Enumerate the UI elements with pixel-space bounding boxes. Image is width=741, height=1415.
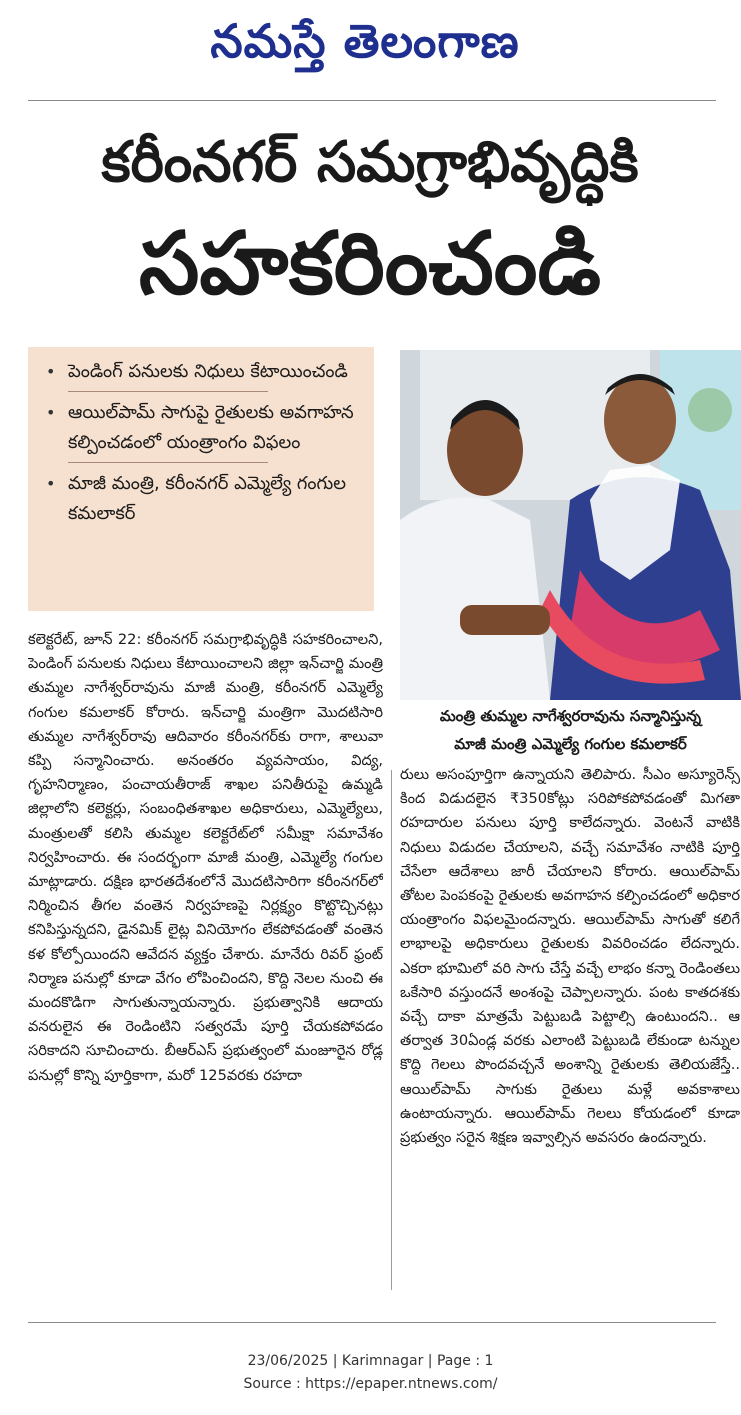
article-body-right: రులు అసంపూర్తిగా ఉన్నాయని తెలిపారు. సీఎం అస్యూరెన్స్ కింద విడుదలైన ₹350కోట్లు సరిపోకపోవడంతో మిగతా రహదారుల పనులు పూర్తి కాలేదన్నారు. వెంటనే వాటికి నిధులు విడుదల చేయాలని, వచ్చే సమావేశం నాటికి పూర్తి చేసేలా ఆదేశాలు జారీ చేయాలని కోరారు. ఆయిల్‌పామ్ తోటల పెంపకంపై రైతులకు అవగాహన కల్పించడంలో అధికార యంత్రాంగం విఫలమైందన్నారు. ఆయిల్‌పామ్ సాగుతో కలిగే లాభాలపై అధికారులు రైతులకు వివరించడం లేదన్నారు. ఎకరా భూమిలో వరి సాగు చేస్తే వచ్చే లాభం కన్నా రెండింతలు ఒకేసారి వస్తుందనే అంశంపై చెప్పాలన్నారు. పంట కాతదశకు వచ్చే దాకా మాత్రమే పెట్టుబడి పెట్టాల్సి ఉంటుందని.. ఆ తర్వాత 30ఏండ్ల వరకు ఎలాంటి పెట్టుబడి లేకుండా టన్నుల కొద్ది గెలలు పొందవచ్చనే అంశాన్ని రైతులకు తెలియజేస్తే.. ఆయిల్‌పామ్ సాగుకు రైతులు మళ్లే అవకాశాలు ఉంటాయన్నారు. ఆయిల్‌పామ్ గెలలు కోయడంలో కూడా ప్రభుత్వం సరైన శిక్షణ ఇవ్వాల్సిన అవసరం ఉందన్నారు. bbox=[400, 766, 740, 1147]
photo-caption-line-2: మాజీ మంత్రి ఎమ్మెల్యే గంగుల కమలాకర్ bbox=[454, 735, 687, 753]
footer-date-edition: 23/06/2025 | Karimnagar | Page : 1 bbox=[247, 1353, 494, 1369]
highlights-box bbox=[28, 347, 374, 611]
highlight-item bbox=[46, 357, 364, 387]
bullet-icon: • bbox=[46, 403, 56, 422]
photo-caption bbox=[400, 702, 741, 762]
article-body-left: కలెక్టరేట్, జూన్ 22: కరీంనగర్ సమగ్రాభివృద్ధికి సహకరించాలని, పెండింగ్ పనులకు నిధులు కేటాయించాలని జిల్లా ఇన్‌చార్జి మంత్రి తుమ్మల నాగేశ్వర్‌రావును మాజీ మంత్రి, కరీంనగర్ ఎమ్మెల్యే గంగుల కమలాకర్ కోరారు. ఇన్‌చార్జి మంత్రిగా మొదటిసారి తుమ్మల నాగేశ్వర్‌రావు ఆదివారం కరీంనగర్‌కు రాగా, శాలువా కప్పి సన్మానించారు. అనంతరం వ్యవసాయం, విద్య, గృహనిర్మాణం, పంచాయతీరాజ్ శాఖల పనితీరుపై ఉమ్మడి జిల్లాలోని కలెక్టర్లు, సంబంధితశాఖల అధికారులు, ఎమ్మెల్యేలు, మంత్రులతో కలిసి తుమ్మల కలెక్టరేట్‌లో సమీక్షా సమావేశం నిర్వహించారు. ఈ సందర్భంగా మాజీ మంత్రి, ఎమ్మెల్యే గంగుల మాట్లాడారు. దక్షిణ భారతదేశంలోనే మొదటిసారిగా కరీంనగర్‌లో నిర్మించిన తీగల వంతెన నిర్వహణపై నిర్లక్ష్యం కొట్టొచ్చినట్లు కనిపిస్తున్నదని, డైనమిక్ లైట్ల వినియోగం లేకపోవడంతో వంతెన కళ కోల్పోయిందని ఆవేదన వ్యక్తం చేశారు. మానేరు రివర్ ఫ్రంట్ నిర్మాణ పనుల్లో కూడా వేగం లోపించిందని, కొద్ది నెలల నుంచి ఈ మందకొడిగా సాగుతున్నాయన్నారు. ప్రభుత్వానికి ఆదాయ వనరులైన ఈ రెండింటిని సత్వరమే పూర్తి చేయకపోవడం సరికాదని సూచించారు. బీఆర్‌ఎస్ ప్రభుత్వంలో మంజూరైన రోడ్ల పనుల్లో కొన్ని పూర్తికాగా, మరో 125వరకు రహదా bbox=[28, 631, 383, 1084]
footer-source: Source : https://epaper.ntnews.com/ bbox=[243, 1376, 498, 1392]
bullet-icon: • bbox=[46, 362, 56, 381]
photo-caption-line-1: మంత్రి తుమ్మల నాగేశ్వరరావును సన్మానిస్తున్న bbox=[439, 707, 702, 725]
masthead bbox=[0, 0, 741, 112]
news-photo bbox=[400, 350, 741, 700]
newspaper-logo: నమస్తే తెలంగాణ bbox=[210, 14, 520, 68]
highlight-divider bbox=[68, 462, 268, 463]
masthead-divider bbox=[28, 100, 716, 101]
highlight-item bbox=[46, 469, 364, 529]
highlight-text: మాజీ మంత్రి, కరీంనగర్ ఎమ్మెల్యే గంగుల కమలాకర్ bbox=[68, 473, 347, 524]
column-divider bbox=[391, 770, 392, 1290]
footer-divider bbox=[28, 1322, 716, 1323]
highlight-text: పెండింగ్ పనులకు నిధులు కేటాయించండి bbox=[68, 361, 348, 382]
article-column-left bbox=[28, 628, 383, 1298]
headline-line-2: సహకరించండి bbox=[139, 214, 601, 314]
article-column-right bbox=[400, 763, 740, 1293]
highlight-divider bbox=[68, 391, 268, 392]
highlight-text: ఆయిల్‌పామ్ సాగుపై రైతులకు అవగాహన కల్పించడంలో యంత్రాంగం విఫలం bbox=[68, 402, 354, 453]
bullet-icon: • bbox=[46, 474, 56, 493]
headline-line-1: కరీంనగర్ సమగ్రాభివృద్ధికి bbox=[101, 130, 639, 195]
highlight-item bbox=[46, 398, 364, 458]
